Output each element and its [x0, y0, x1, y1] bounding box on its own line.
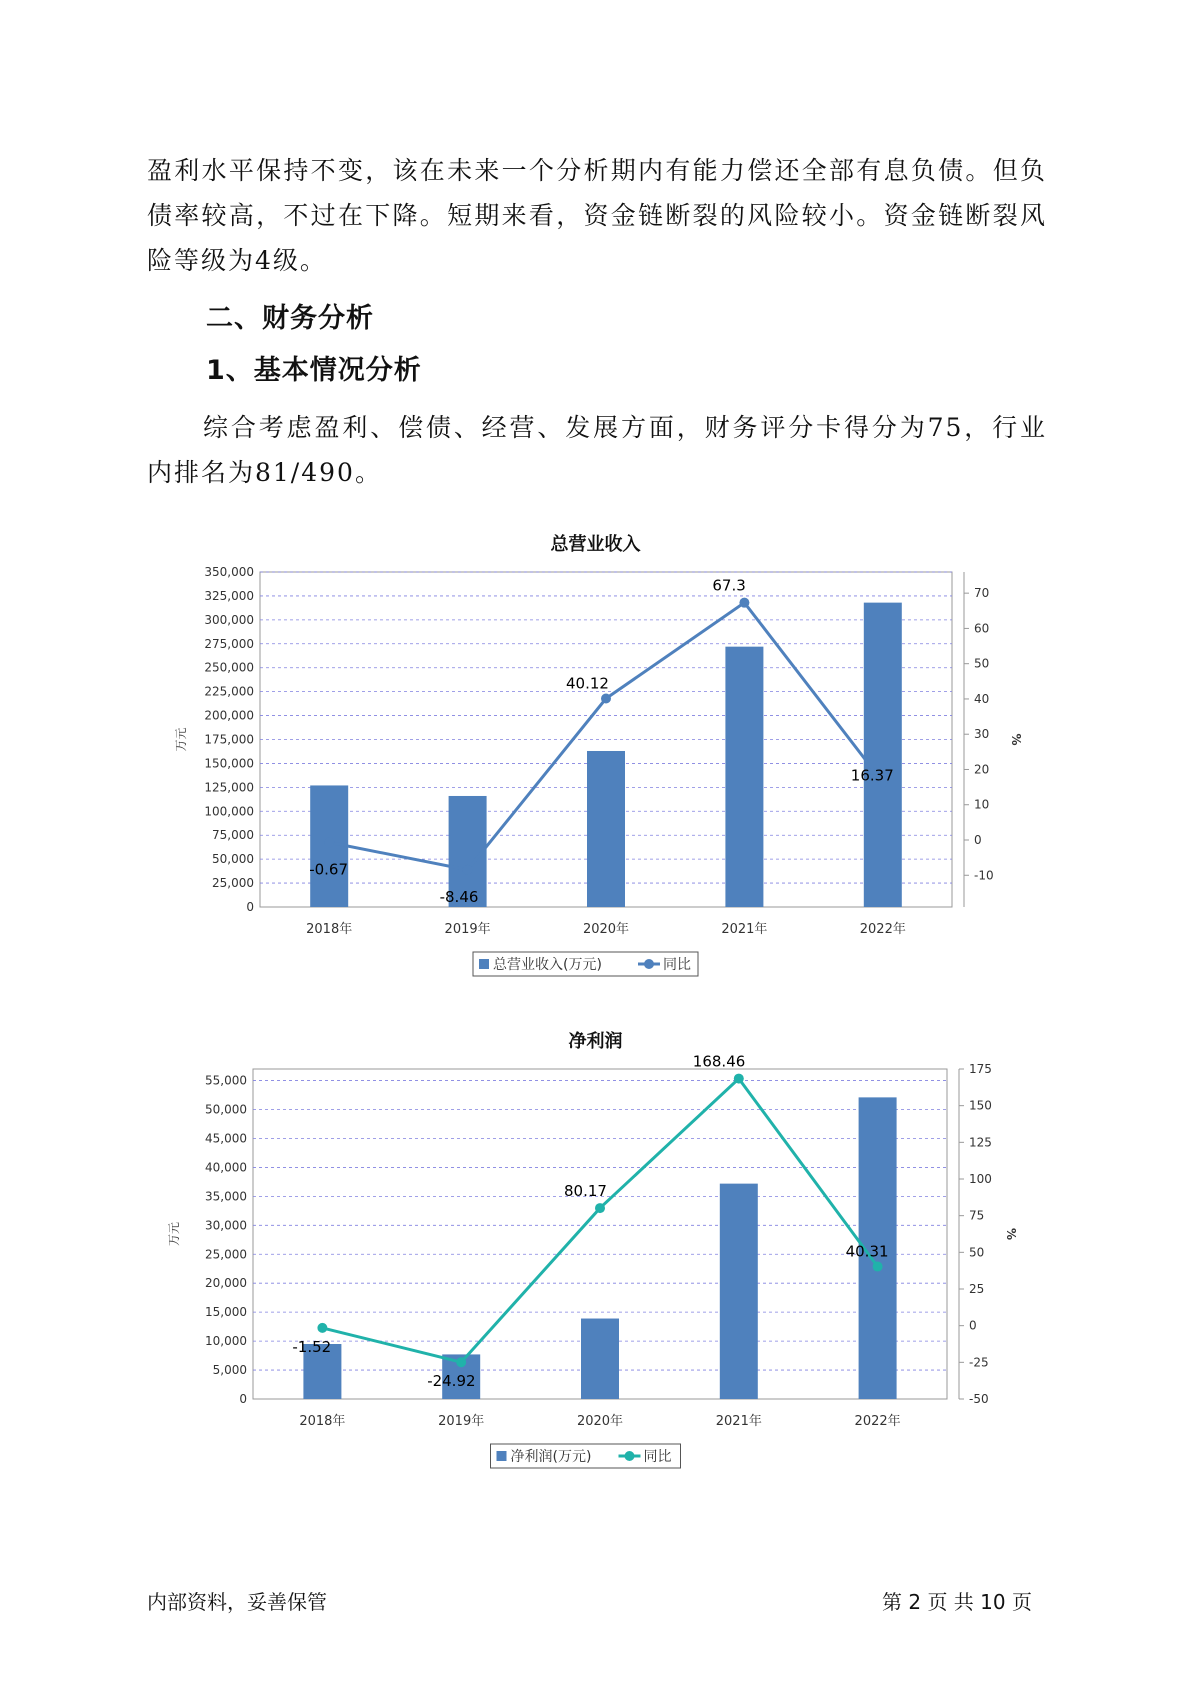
- x-tick-label: 2021年: [721, 922, 768, 937]
- legend-bar-swatch: [479, 959, 489, 969]
- y2-tick-label: -50: [969, 1392, 989, 1406]
- y2-tick-label: 60: [974, 621, 990, 636]
- legend-bar-swatch: [497, 1451, 507, 1461]
- y-axis-title: 万元: [167, 1221, 181, 1247]
- y-tick-label: 175,000: [204, 732, 254, 747]
- y-tick-label: 5,000: [212, 1363, 247, 1378]
- data-label: 40.12: [566, 674, 609, 693]
- legend-line-marker: [625, 1451, 635, 1461]
- data-label: -1.52: [292, 1337, 332, 1356]
- y-tick-label: 200,000: [204, 708, 254, 723]
- paragraph-risk-summary: 盈利水平保持不变，该在未来一个分析期内有能力偿还全部有息负债。但负债率较高，不过在下降。短期来看，资金链断裂的风险较小。资金链断裂风险等级为4级。: [147, 156, 1047, 275]
- y-tick-label: 50,000: [212, 852, 254, 867]
- y-tick-label: 0: [246, 900, 254, 914]
- y2-tick-label: 0: [974, 833, 982, 847]
- subsection-heading-basic-analysis: 1、基本情况分析: [206, 355, 422, 386]
- x-tick-label: 2020年: [582, 922, 630, 937]
- y2-axis-title: %: [1009, 733, 1023, 746]
- y-tick-label: 350,000: [204, 565, 254, 579]
- y2-tick-label: 25: [969, 1282, 985, 1296]
- y-tick-label: 50,000: [205, 1102, 247, 1117]
- y-tick-label: 10,000: [205, 1334, 247, 1349]
- y-tick-label: 225,000: [204, 684, 254, 699]
- x-tick-label: 2019年: [438, 1414, 485, 1429]
- y2-tick-label: 10: [974, 797, 990, 812]
- chart-title-revenue: 总营业收入: [550, 534, 641, 555]
- x-tick-label: 2020年: [576, 1414, 624, 1429]
- bar: [864, 603, 902, 907]
- yoy-point: [456, 1357, 466, 1367]
- y-tick-label: 20,000: [205, 1276, 247, 1291]
- legend-line-label: 同比: [663, 957, 691, 973]
- y2-tick-label: 175: [969, 1062, 992, 1076]
- y-tick-label: 125,000: [204, 780, 254, 795]
- y2-tick-label: 70: [974, 586, 990, 601]
- y-tick-label: 55,000: [205, 1073, 247, 1088]
- legend-bar-label: 总营业收入(万元): [493, 957, 602, 973]
- yoy-point: [324, 837, 334, 847]
- y2-tick-label: 50: [969, 1245, 985, 1260]
- y-tick-label: 325,000: [204, 588, 254, 603]
- y-axis-title: 万元: [174, 727, 188, 752]
- net-profit-chart: [0, 1052, 1191, 1522]
- footer-page-number: 第 2 页 共 10 页: [882, 1590, 1032, 1614]
- y-tick-label: 0: [239, 1392, 247, 1406]
- y-tick-label: 275,000: [204, 636, 254, 651]
- y2-tick-label: 75: [969, 1208, 985, 1223]
- y2-tick-label: -10: [974, 868, 994, 883]
- footer-confidential: 内部资料，妥善保管: [147, 1590, 327, 1614]
- yoy-point: [463, 865, 473, 875]
- yoy-point: [873, 1262, 883, 1272]
- y-tick-label: 75,000: [212, 828, 254, 843]
- y2-tick-label: 125: [969, 1135, 992, 1150]
- y2-tick-label: 150: [969, 1098, 992, 1113]
- y-tick-label: 150,000: [204, 756, 254, 771]
- yoy-point: [601, 694, 611, 704]
- bar: [725, 647, 763, 907]
- revenue-chart: [0, 555, 1191, 1025]
- y2-tick-label: 40: [974, 691, 990, 706]
- legend-line-marker: [644, 959, 654, 969]
- y2-tick-label: 30: [974, 727, 990, 742]
- x-tick-label: 2022年: [859, 922, 906, 937]
- chart-title-net-profit: 净利润: [568, 1031, 623, 1052]
- legend-bar-label: 净利润(万元): [510, 1449, 592, 1465]
- data-label: 16.37: [850, 766, 894, 785]
- legend-line-label: 同比: [643, 1449, 672, 1465]
- y2-tick-label: 20: [974, 762, 990, 777]
- yoy-point: [317, 1323, 327, 1333]
- yoy-point: [734, 1074, 744, 1084]
- y-tick-label: 30,000: [205, 1218, 247, 1233]
- x-tick-label: 2019年: [444, 922, 491, 937]
- y-tick-label: 40,000: [205, 1160, 247, 1175]
- data-label: 67.3: [712, 576, 746, 595]
- y2-tick-label: 50: [974, 656, 990, 671]
- y2-tick-label: 100: [969, 1172, 992, 1186]
- y-tick-label: 250,000: [204, 660, 254, 675]
- bar: [587, 751, 625, 907]
- x-tick-label: 2018年: [306, 922, 353, 937]
- yoy-point: [595, 1203, 605, 1213]
- x-tick-label: 2021年: [715, 1414, 762, 1429]
- bar: [581, 1319, 619, 1399]
- y-tick-label: 25,000: [205, 1247, 247, 1262]
- data-label: 80.17: [564, 1182, 607, 1201]
- x-tick-label: 2018年: [299, 1414, 346, 1429]
- y-tick-label: 15,000: [205, 1305, 247, 1320]
- data-label: 168.46: [692, 1052, 746, 1071]
- y-tick-label: 100,000: [204, 804, 254, 819]
- y-tick-label: 35,000: [205, 1189, 247, 1204]
- data-label: -0.67: [309, 860, 349, 879]
- y-tick-label: 300,000: [204, 612, 254, 627]
- paragraph-score-summary: 综合考虑盈利、偿债、经营、发展方面，财务评分卡得分为75，行业内排名为81/490。: [147, 413, 1047, 487]
- y2-tick-label: -25: [969, 1355, 989, 1370]
- y2-tick-label: 0: [969, 1318, 977, 1333]
- data-label: -24.92: [427, 1372, 476, 1391]
- data-label: -8.46: [439, 887, 479, 906]
- y2-axis-title: %: [1004, 1227, 1018, 1241]
- bar: [720, 1184, 758, 1399]
- y-tick-label: 25,000: [212, 876, 254, 891]
- yoy-point: [739, 598, 749, 608]
- y-tick-label: 45,000: [205, 1131, 247, 1146]
- section-heading-financial-analysis: 二、财务分析: [206, 303, 374, 334]
- data-label: 40.31: [845, 1242, 889, 1261]
- x-tick-label: 2022年: [854, 1414, 901, 1429]
